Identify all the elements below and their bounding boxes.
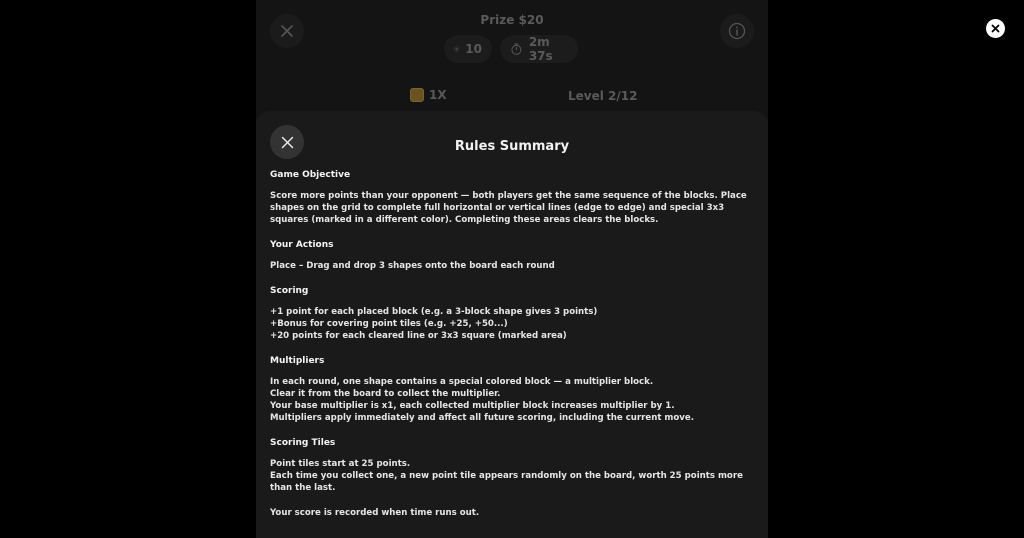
- section-title: Game Objective: [270, 170, 351, 180]
- rules-content: [270, 169, 756, 519]
- section-game-objective: [270, 169, 756, 226]
- section-title: Your Actions: [270, 240, 334, 250]
- section-title: Scoring Tiles: [270, 438, 336, 448]
- section-text: Score more points than your opponent — both players get the same sequence of the blocks. Place shapes on the grid to complete full horizontal or vertical lines (edge to edge) and special 3x3 squares (marked in a different color). Completing these areas clears the blocks.: [270, 191, 747, 225]
- timer-value: 2m 37s: [528, 35, 553, 63]
- modal-title: Rules Summary: [454, 139, 570, 154]
- section-text: Each time you collect one, a new point tile appears randomly on the board, worth 25 points more than the last.: [270, 471, 743, 493]
- section-text: In each round, one shape contains a special colored block — a multiplier block.: [270, 377, 654, 387]
- section-scoring-tiles: [270, 437, 756, 494]
- footer-note: Your score is recorded when time runs out.: [270, 508, 480, 518]
- star-icon: [454, 41, 459, 57]
- section-title: Multipliers: [270, 356, 325, 366]
- section-multipliers: [270, 355, 756, 424]
- multiplier-value: 1X: [429, 88, 447, 102]
- stars-count: 10: [465, 42, 482, 56]
- section-text: Place – Drag and drop 3 shapes onto the board each round: [270, 261, 555, 271]
- section-text: +1 point for each placed block (e.g. a 3-block shape gives 3 points): [270, 307, 598, 317]
- level-indicator: Level 2/12: [568, 89, 638, 103]
- section-text: Multipliers apply immediately and affect all future scoring, including the current move.: [270, 413, 694, 423]
- timer-pill: [500, 35, 578, 63]
- section-text: +20 points for each cleared line or 3x3 square (marked area): [270, 331, 567, 341]
- section-text: +Bonus for covering point tiles (e.g. +25, +50...): [270, 319, 508, 329]
- section-text: Your base multiplier is x1, each collected multiplier block increases multiplier by 1.: [270, 401, 675, 411]
- section-your-actions: [270, 239, 756, 272]
- stars-pill: [444, 35, 492, 63]
- prize-label: Prize $20: [480, 13, 544, 27]
- section-title: Scoring: [270, 286, 309, 296]
- overlay-close-button[interactable]: [986, 19, 1005, 38]
- rules-modal: [256, 111, 768, 538]
- section-text: Point tiles start at 25 points.: [270, 459, 411, 469]
- multiplier-block-icon: [410, 88, 424, 102]
- info-button[interactable]: [720, 14, 754, 48]
- section-text: Clear it from the board to collect the multiplier.: [270, 389, 501, 399]
- section-scoring: [270, 285, 756, 342]
- close-icon: [991, 24, 1000, 33]
- stopwatch-icon: [510, 41, 523, 57]
- multiplier-indicator: [410, 88, 447, 102]
- info-icon: [728, 22, 746, 40]
